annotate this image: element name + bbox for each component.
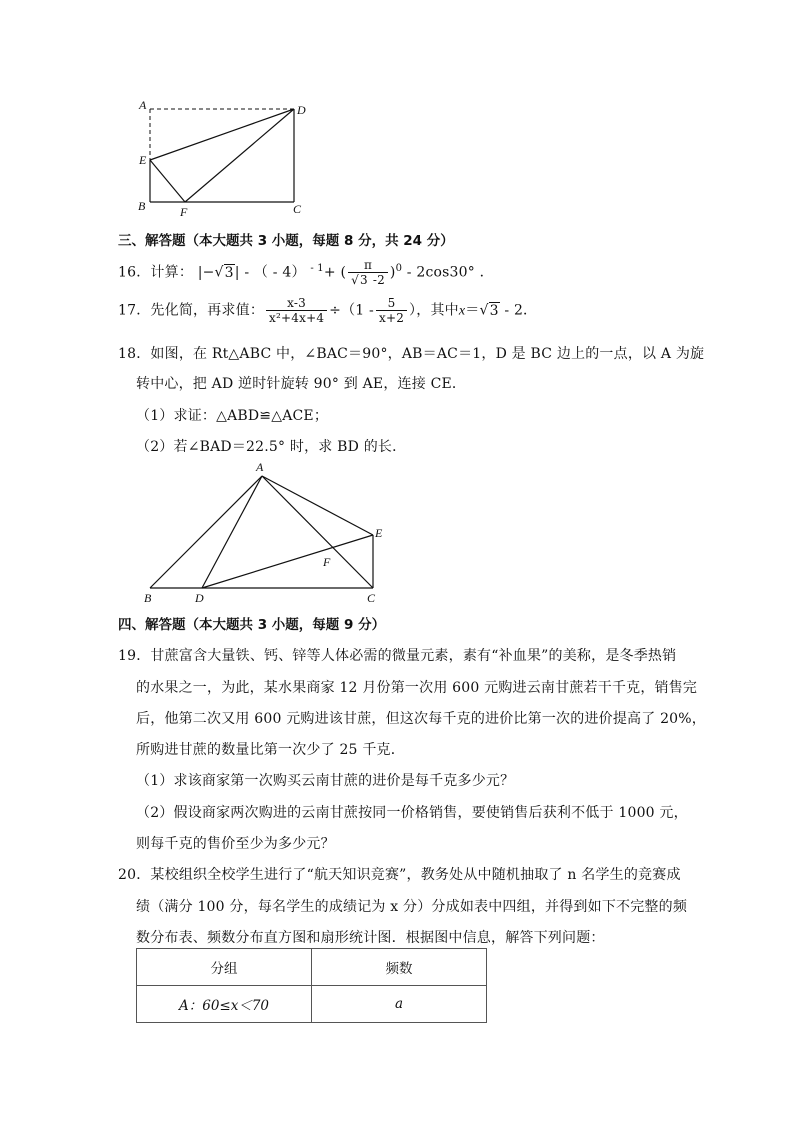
- q17-div: ÷（1 -: [329, 302, 374, 319]
- segment-FD: [185, 109, 294, 202]
- table-row: [137, 986, 487, 1023]
- label-D: D: [195, 591, 204, 605]
- q19-sub2-line1: （2）假设商家两次购进的云南甘蔗按同一价格销售，要使销售后获利不低于 1000 元，: [136, 805, 688, 821]
- q17-frac1-den: x²+4x+4: [269, 311, 325, 325]
- q20-line2: 绩（满分 100 分，每名学生的成绩记为 x 分）分成如表中四组，并得到如下不完整的频: [136, 899, 688, 915]
- q17-fraction-2: [376, 296, 407, 325]
- figure-triangle-rotation: [138, 456, 398, 608]
- label-E: E: [375, 526, 383, 540]
- q18-sub1: （1）求证：△ABD≌△ACE；: [136, 408, 329, 424]
- section-4-heading: 四、解答题（本大题共 3 小题，每题 9 分）: [118, 617, 386, 633]
- q17-frac2-den: x+2: [378, 311, 405, 325]
- label-E: E: [139, 153, 147, 167]
- q16-frac-num: π: [348, 258, 388, 273]
- q18-sub2: （2）若∠BAD＝22.5° 时，求 BD 的长．: [136, 439, 407, 455]
- q17-radicand: 3: [489, 302, 499, 319]
- q20-line1: 20．某校组织全校学生进行了“航天知识竞赛”，教务处从中随机抽取了 n 名学生的竞赛成: [118, 867, 681, 883]
- label-A: A: [139, 98, 147, 112]
- q17-tail: - 2．: [499, 302, 538, 319]
- q17-x: x: [458, 303, 466, 319]
- label-D: D: [297, 103, 306, 117]
- q19-sub2-line2: 则每千克的售价至少为多少元？: [136, 836, 335, 852]
- q16-plus: + (: [323, 264, 347, 281]
- q17-frac1-num: x-3: [266, 296, 327, 311]
- q16-frac-den-rest: -2: [368, 273, 385, 287]
- label-B: B: [144, 591, 152, 605]
- q16-close: ): [389, 264, 396, 281]
- segment-AE: [262, 476, 373, 535]
- q16-prefix: 计算：: [150, 264, 194, 281]
- question-16: [118, 258, 494, 287]
- q17-frac2-num: 5: [376, 296, 407, 311]
- segment-AD: [202, 476, 262, 588]
- label-A: A: [256, 460, 264, 474]
- q17-prefix: 先化简，再求值：: [150, 302, 265, 319]
- q16-part1: - （ - 4）: [239, 264, 311, 281]
- q17-mid: ），其中: [409, 302, 459, 319]
- segment-ED: [150, 109, 294, 160]
- q16-root: √: [214, 264, 224, 281]
- segment-AC: [262, 476, 373, 588]
- q18-line2: 转中心，把 AD 逆时针旋转 90° 到 AE，连接 CE．: [136, 376, 467, 392]
- q16-radicand: 3: [224, 264, 234, 281]
- table-header-frequency: 频数: [312, 949, 487, 986]
- label-C: C: [293, 202, 302, 216]
- q16-neg: −: [202, 264, 215, 281]
- q16-abs-open: |: [197, 264, 203, 281]
- q17-eq: ＝: [465, 302, 480, 319]
- label-F: F: [323, 555, 331, 569]
- table-header-row: [137, 949, 487, 986]
- q16-exp0: 0: [395, 262, 403, 274]
- q18-line1: 18．如图，在 Rt△ABC 中，∠BAC＝90°，AB＝AC＝1，D 是 BC 边上的一点，以 A 为旋: [118, 346, 705, 362]
- table-header-group: 分组: [137, 949, 312, 986]
- label-B: B: [138, 199, 146, 213]
- q16-tail: - 2cos30° ．: [402, 264, 494, 281]
- segment-AB: [150, 476, 262, 588]
- figure-rectangle-fold: [130, 96, 320, 220]
- q20-line3: 数分布表、频数分布直方图和扇形统计图．根据图中信息，解答下列问题：: [136, 930, 605, 946]
- q16-exp1: - 1: [310, 262, 324, 274]
- section-3-heading: 三、解答题（本大题共 3 小题，每题 8 分，共 24 分）: [118, 233, 454, 249]
- q19-line3: 后，他第二次又用 600 元购进该甘蔗，但这次每千克的进价比第一次的进价提高了 20%，: [136, 711, 706, 727]
- q16-frac-den-root: √: [351, 273, 359, 287]
- q17-number: 17．: [118, 302, 151, 319]
- q19-line2: 的水果之一，为此，某水果商家 12 月份第一次用 600 元购进云南甘蔗若干千克，销售完: [136, 680, 698, 696]
- q19-line4: 所购进甘蔗的数量比第一次少了 25 千克．: [136, 742, 405, 758]
- label-F: F: [180, 205, 188, 219]
- table-cell-frequency: a: [312, 986, 487, 1023]
- q16-abs-close: |: [234, 264, 240, 281]
- segment-EF: [150, 160, 185, 202]
- q16-frac-den-radicand: 3: [359, 273, 368, 287]
- label-C: C: [367, 591, 376, 605]
- frequency-table: [136, 948, 487, 1023]
- q19-sub1: （1）求该商家第一次购买云南甘蔗的进价是每千克多少元？: [136, 773, 515, 789]
- q16-frac-den: [348, 273, 388, 287]
- q17-root: √: [479, 302, 489, 319]
- q16-fraction: [348, 258, 388, 287]
- question-17: [118, 296, 537, 325]
- table-cell-group: A：60≤x＜70: [137, 986, 312, 1023]
- q19-line1: 19．甘蔗富含大量铁、钙、锌等人体必需的微量元素，素有“补血果”的美称，是冬季热销: [118, 648, 677, 664]
- q16-number: 16．: [118, 264, 151, 281]
- q17-fraction-1: [266, 296, 327, 325]
